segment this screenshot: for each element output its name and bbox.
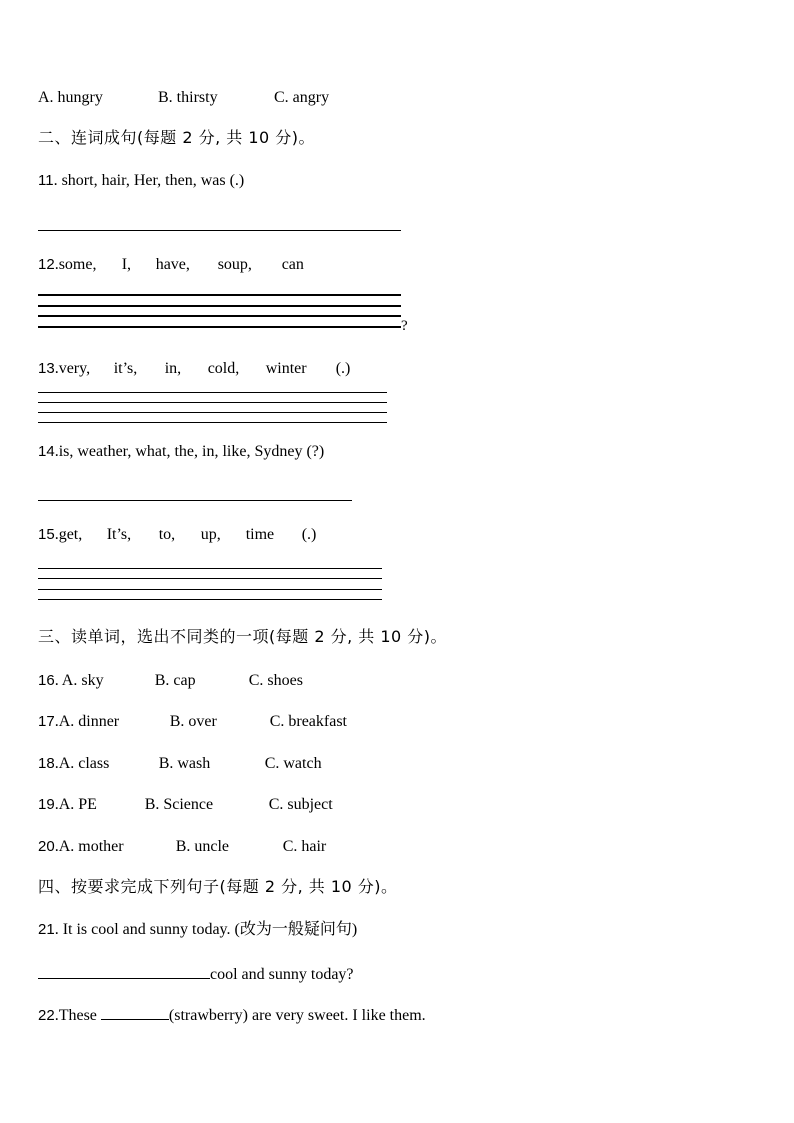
q11-number: 11 [38,172,54,189]
q20-option-a: .A. mother [54,838,124,855]
section2-title: 二、连词成句(每题 2 分, 共 10 分)。 [38,128,316,147]
q19-option-b: B. Science [144,796,214,813]
q17-row [38,712,347,732]
q15-word-4: up, [200,526,221,543]
q13-answer-line-3[interactable] [38,412,387,413]
q10-option-c: C. angry [274,89,330,106]
q22-number: 22 [38,1007,55,1024]
q17-option-a: .A. dinner [54,713,120,730]
q12-word-2: I, [121,256,132,273]
q18-option-a: .A. class [54,755,110,772]
q12-answer-line-4[interactable] [38,326,401,328]
q16-number: 16 [38,672,55,689]
q18-row [38,754,322,774]
q19-number: 19 [38,796,55,813]
q14-number: 14 [38,443,55,460]
q21-answer-tail: cool and sunny today? [210,966,354,983]
q13-answer-line-4[interactable] [38,422,387,423]
q17-number: 17 [38,713,55,730]
q20-number: 20 [38,838,55,855]
q11-text: . short, hair, Her, then, was (.) [53,172,245,189]
q22-text-after: (strawberry) are very sweet. I like them. [168,1007,426,1024]
q12-word-4: soup, [217,256,252,273]
q18-option-b: B. wash [158,755,211,772]
q21-number: 21 [38,921,55,938]
q12-word-3: have, [155,256,190,273]
q13-number: 13 [38,360,55,377]
q12-answer-line-2[interactable] [38,305,401,307]
q22-prompt [38,1003,426,1026]
q10-option-a: A. hungry [38,89,103,106]
q14-prompt [38,442,324,462]
q15-word-5: time [245,526,275,543]
q11-answer-line[interactable] [38,230,401,231]
q15-answer-line-1[interactable] [38,568,382,569]
q21-answer-blank[interactable] [38,962,210,979]
section4-title: 四、按要求完成下列句子(每题 2 分, 共 10 分)。 [38,877,398,896]
q12-question-mark: ? [401,318,408,334]
q17-option-c: C. breakfast [269,713,347,730]
q19-option-c: C. subject [268,796,333,813]
q15-answer-line-2[interactable] [38,578,382,579]
q22-text-before: .These [54,1007,101,1024]
q13-prompt [38,359,350,379]
q19-row [38,795,333,815]
q12-answer-line-3[interactable] [38,315,401,317]
q15-prompt [38,525,316,545]
q16-row [38,671,303,691]
q14-answer-line[interactable] [38,500,352,501]
q13-word-2: it’s, [113,360,138,377]
q15-word-1: .get, [54,526,83,543]
q10-option-b: B. thirsty [158,89,218,106]
q15-word-3: to, [158,526,176,543]
q13-answer-line-1[interactable] [38,392,387,393]
q11-prompt [38,171,244,191]
q13-word-1: .very, [54,360,91,377]
q20-option-b: B. uncle [175,838,230,855]
q12-answer-line-1[interactable] [38,294,401,296]
q20-option-c: C. hair [282,838,327,855]
q13-word-5: winter [265,360,307,377]
q15-word-6: (.) [301,526,317,543]
q14-text: .is, weather, what, the, in, like, Sydney (?) [54,443,325,460]
q12-word-5: can [281,256,304,273]
q13-word-3: in, [164,360,182,377]
q13-answer-line-2[interactable] [38,402,387,403]
q22-answer-blank[interactable] [101,1003,169,1020]
q12-number: 12 [38,256,55,273]
q21-prompt [38,920,357,940]
q15-number: 15 [38,526,55,543]
q17-option-b: B. over [169,713,217,730]
q10-options [38,88,329,108]
q21-text: . It is cool and sunny today. (改为一般疑问句) [54,921,358,938]
q12-prompt [38,255,304,275]
q20-row [38,837,326,857]
q18-option-c: C. watch [264,755,322,772]
q18-number: 18 [38,755,55,772]
q15-answer-line-3[interactable] [38,589,382,590]
section3-title: 三、读单词，选出不同类的一项(每题 2 分, 共 10 分)。 [38,627,448,646]
q16-option-a: . A. sky [54,672,104,689]
q16-option-c: C. shoes [248,672,303,689]
q15-answer-line-4[interactable] [38,599,382,600]
q12-word-1: .some, [54,256,97,273]
q13-word-6: (.) [335,360,351,377]
q16-option-b: B. cap [154,672,196,689]
q13-word-4: cold, [207,360,240,377]
q15-word-2: It’s, [106,526,132,543]
q19-option-a: .A. PE [54,796,97,813]
q21-answer-row [38,962,354,985]
